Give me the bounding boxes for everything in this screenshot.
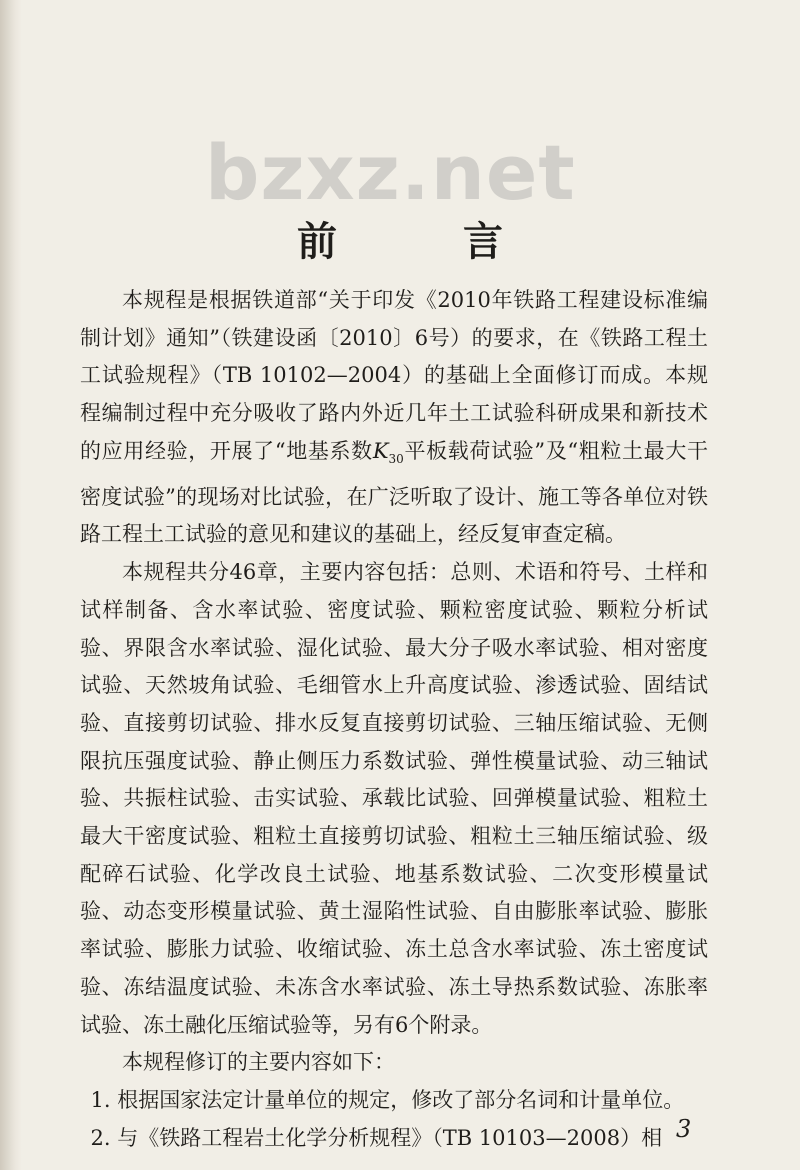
k30-symbol: $K_{30}$: [372, 438, 404, 466]
paragraph-1-part-b: 平板载荷试验”及“粗粒土最大干密度试验”的现场对比试验，在广泛听取了设计、施工等各单位对铁路工程土工试验的意见和建议的基础上，经反复审查定稿。: [80, 438, 708, 547]
page-number: 3: [676, 1115, 692, 1143]
paragraph-3: 本规程修订的主要内容如下：: [122, 1050, 395, 1075]
list-item-1: 1. 根据国家法定计量单位的规定，修改了部分名词和计量单位。: [90, 1087, 685, 1112]
page-gutter-shadow: [0, 0, 22, 1170]
paragraph-1-part-a: 本规程是根据铁道部“关于印发《2010年铁路工程建设标准编制计划》通知”（铁建设函〔2010〕6号）的要求，在《铁路工程土工试验规程》（TB 10102—2004）的基础上全面修订而成。本规程编制过程中充分吸收了路内外近几年土工试验科研成果和新技术的应用经验，开展了“地基系数: [80, 288, 708, 463]
list-item-2: 2. 与《铁路工程岩土化学分析规程》（TB 10103—2008）相: [90, 1125, 663, 1150]
body-text: [80, 282, 708, 1157]
paragraph-1: [80, 282, 708, 554]
watermark: bzxz.net: [205, 128, 576, 217]
paragraph-2: 本规程共分46章，主要内容包括：总则、术语和符号、土样和试样制备、含水率试验、密度试验、颗粒密度试验、颗粒分析试验、界限含水率试验、湿化试验、最大分子吸水率试验、相对密度试验、天然坡角试验、毛细管水上升高度试验、渗透试验、固结试验、直接剪切试验、排水反复直接剪切试验、三轴压缩试验、无侧限抗压强度试验、静止侧压力系数试验、弹性模量试验、动三轴试验、共振柱试验、击实试验、承载比试验、回弹模量试验、粗粒土最大干密度试验、粗粒土直接剪切试验、粗粒土三轴压缩试验、级配碎石试验、化学改良土试验、地基系数试验、二次变形模量试验、动态变形模量试验、黄土湿陷性试验、自由膨胀率试验、膨胀率试验、膨胀力试验、收缩试验、冻土总含水率试验、冻土密度试验、冻结温度试验、未冻含水率试验、冻土导热系数试验、冻胀率试验、冻土融化压缩试验等，另有6个附录。: [80, 560, 708, 1037]
page-title: 前 言: [297, 218, 559, 265]
